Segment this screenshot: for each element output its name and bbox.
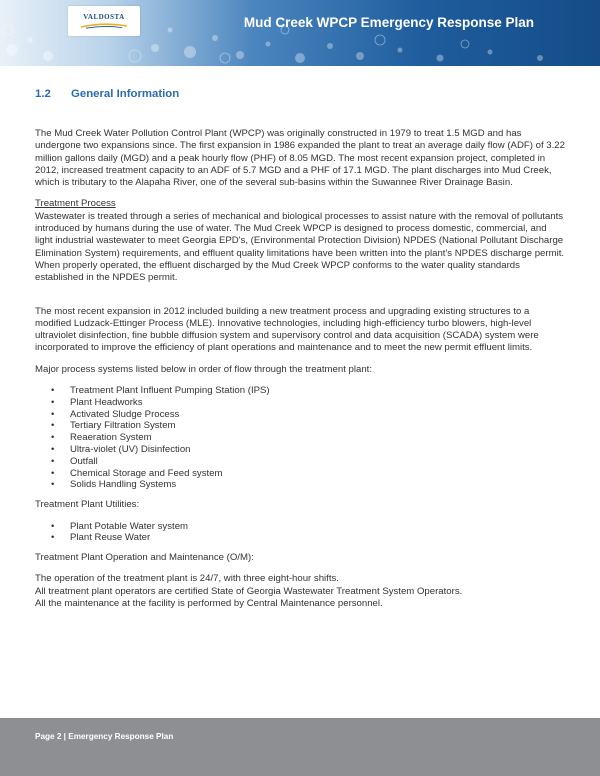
list-item: • Plant Potable Water system xyxy=(35,521,565,533)
logo-text: VALDOSTA xyxy=(83,13,125,21)
document-title: Mud Creek WPCP Emergency Response Plan xyxy=(243,15,534,30)
om-heading: Treatment Plant Operation and Maintenance (O/M): xyxy=(35,552,254,564)
list-item: • Solids Handling Systems xyxy=(35,479,565,491)
list-item: • Treatment Plant Influent Pumping Station (IPS) xyxy=(35,385,565,397)
page-header xyxy=(0,0,600,66)
om-line: All treatment plant operators are certified State of Georgia Wastewater Treatment System Operators. xyxy=(35,585,463,597)
treatment-process-paragraph: Wastewater is treated through a series of mechanical and biological processes to assist nature with the removal of pollutants introduced by humans during the use of water. The Mud Creek WPCP is designed to process domestic, commercial, and light industrial wastewater to meet Georgia EPD's, (Environmental Protection Division) NPDES (National Pollutant Discharge Elimination System) requirements, and effluent quality limitations have been written into the plant's NPDES discharge permit. When properly operated, the effluent discharged by the Mud Creek WPCP conforms to the water quality standards established in the NPDES permit. xyxy=(35,210,565,284)
section-number: 1.2 xyxy=(35,88,51,100)
list-item: • Reaeration System xyxy=(35,432,565,444)
treatment-process-heading: Treatment Process xyxy=(35,198,116,210)
expansion-paragraph: The most recent expansion in 2012 included building a new treatment process and upgrading existing structures to a modified Ludzack-Ettinger Process (MLE). Innovative technologies, including high-efficiency turbo blowers, high-level ultraviolet disinfection, fine bubble diffusion system and supervisory control and data acquisition (SCADA) system were incorporated to improve the efficiency of plant operations and maintenance and to meet the new permit effluent limits. xyxy=(35,305,539,354)
footer-page-label: Page 2 | Emergency Response Plan xyxy=(35,732,174,741)
utilities-list xyxy=(35,521,565,545)
section-title: General Information xyxy=(71,88,180,100)
section-heading xyxy=(35,86,565,102)
utilities-intro: Treatment Plant Utilities: xyxy=(35,499,140,511)
om-line: The operation of the treatment plant is 24/7, with three eight-hour shifts. xyxy=(35,573,339,585)
major-systems-list xyxy=(35,385,565,491)
intro-paragraph: The Mud Creek Water Pollution Control Plant (WPCP) was originally constructed in 1979 to treat 1.5 MGD and has undergone two expansions since. The first expansion in 1986 expanded the plant to treat an average daily flow (ADF) of 3.22 million gallons daily (MGD) and a peak hourly flow (PHF) of 8.05 MGD. The most recent expansion project, completed in 2012, increased treatment capacity to an ADF of 5.7 MGD and a PHF of 17.1 MGD. The plant discharges into Mud Creek, which is tributary to the Alapaha River, one of the several sub-basins within the Suwannee River Drainage Basin. xyxy=(35,128,565,189)
valdosta-logo xyxy=(68,6,140,36)
list-item: • Chemical Storage and Feed system xyxy=(35,468,565,480)
list-item: • Activated Sludge Process xyxy=(35,409,565,421)
om-line: All the maintenance at the facility is performed by Central Maintenance personnel. xyxy=(35,598,383,609)
page-content xyxy=(35,86,565,610)
logo-swoosh-icon xyxy=(80,23,128,29)
page-footer xyxy=(0,718,600,776)
list-item: • Ultra-violet (UV) Disinfection xyxy=(35,444,565,456)
list-item: • Outfall xyxy=(35,456,565,468)
list-item: • Plant Headworks xyxy=(35,397,565,409)
list-item: • Tertiary Filtration System xyxy=(35,420,565,432)
list-item: • Plant Reuse Water xyxy=(35,532,565,544)
major-systems-intro: Major process systems listed below in order of flow through the treatment plant: xyxy=(35,363,373,375)
